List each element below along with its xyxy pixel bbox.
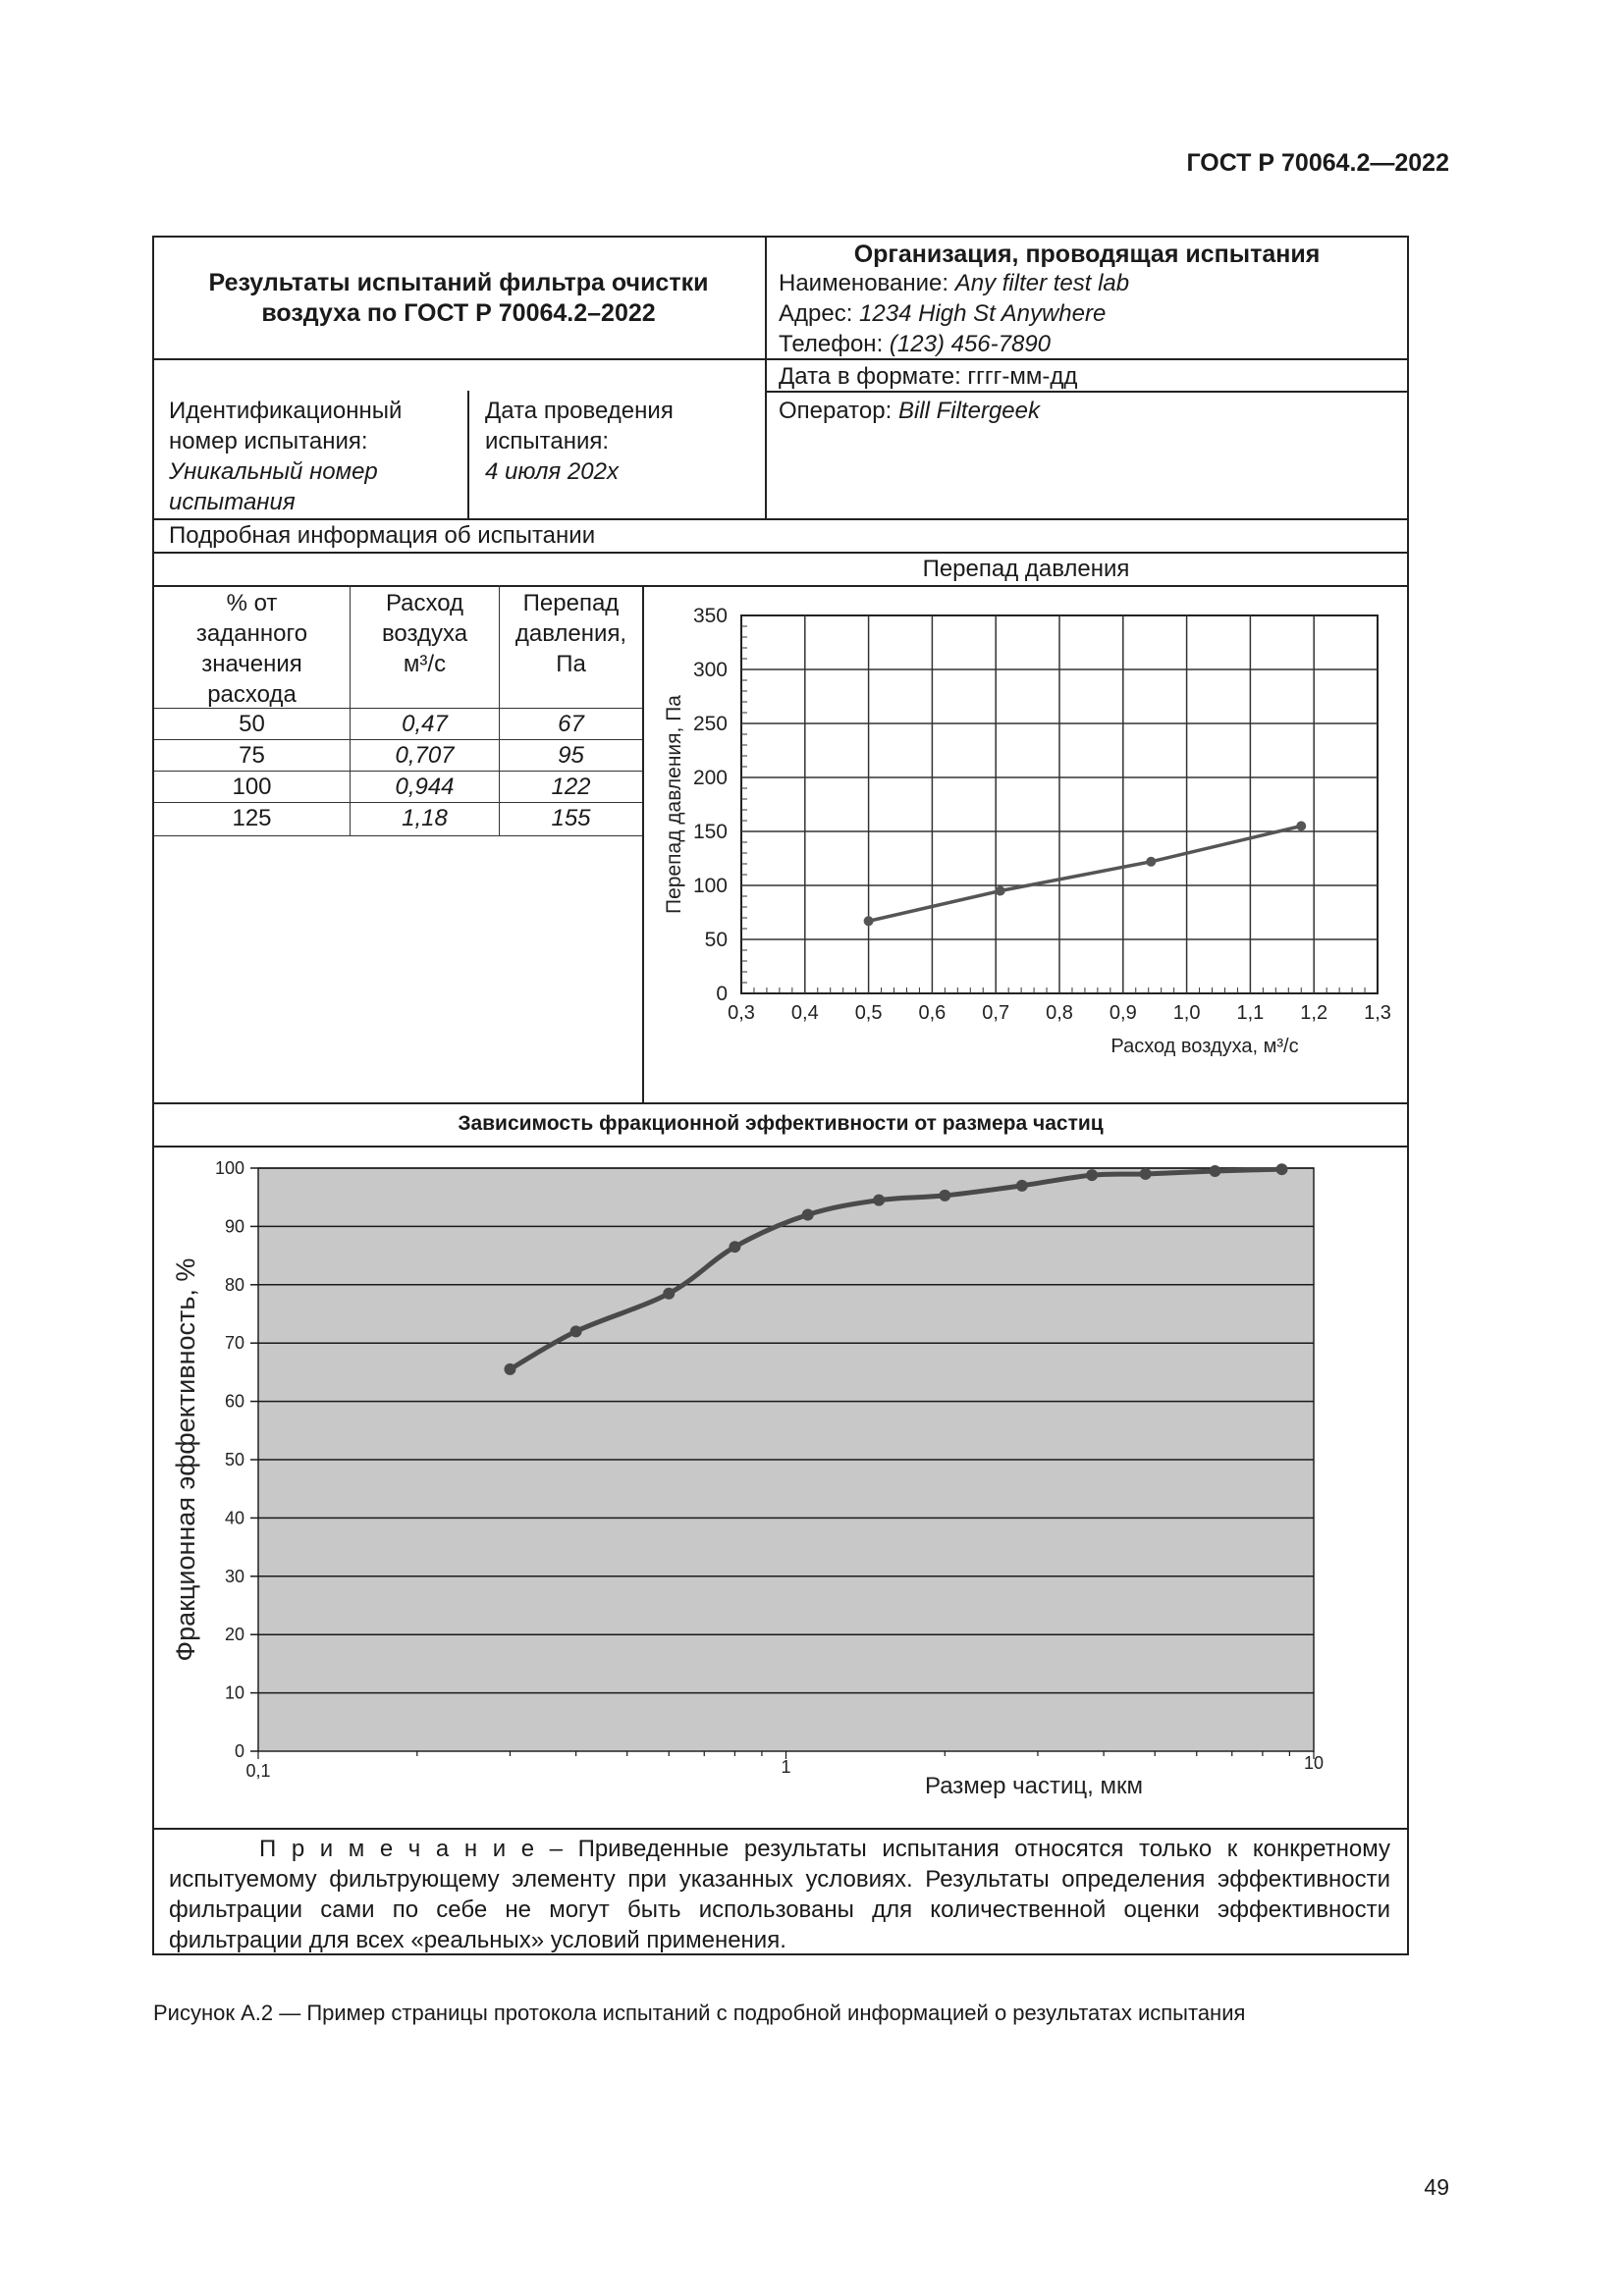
y-tick-label: 100 [214, 1158, 244, 1178]
x-tick-label: 1,0 [1172, 1002, 1201, 1024]
efficiency-point [1016, 1180, 1028, 1192]
page-number: 49 [1424, 2174, 1449, 2200]
org-name: Наименование: Any filter test lab [779, 270, 1130, 296]
org-phone: Телефон: (123) 456-7890 [779, 331, 1052, 357]
y-tick-label: 150 [692, 821, 728, 843]
efficiency-point [1140, 1168, 1152, 1180]
report-note: П р и м е ч а н и е – Приведенные результаты испытания относятся только к конкретному испытуемому фильтрующему элементу при указанных условиях. Результаты определения эффективности фильтрации сами по себе не могут быть использованы для количественной оценки эффективности фильтрации для всех «реальных» условий применения. [169, 1836, 1390, 1953]
y-tick-label: 250 [692, 713, 728, 735]
test-id-label-1: Идентификационный [169, 398, 403, 424]
x-tick-label: 0,1 [245, 1761, 271, 1781]
efficiency-point [873, 1195, 885, 1206]
y-tick-label: 50 [224, 1450, 244, 1469]
efficiency-point [1209, 1165, 1220, 1177]
table-cell: 155 [551, 805, 591, 831]
table-header-flow: Расход воздуха м³/с [381, 590, 468, 677]
efficiency-point [1275, 1163, 1287, 1175]
pressure-heading: Перепад давления [922, 556, 1130, 582]
efficiency-point [729, 1241, 740, 1253]
y-axis-label: Перепад давления, Па [663, 695, 685, 914]
x-tick-label: 1 [781, 1757, 791, 1777]
date-format: Дата в формате: гггг-мм-дд [779, 363, 1078, 390]
efficiency-point [802, 1209, 814, 1221]
y-tick-label: 0 [716, 983, 728, 1005]
y-tick-label: 50 [704, 929, 728, 951]
y-tick-label: 350 [692, 605, 728, 627]
efficiency-point [939, 1190, 950, 1201]
table-cell: 125 [232, 805, 272, 831]
table-header-percent: % от заданного значения расхода [195, 590, 308, 708]
y-axis-label: Фракционная эффективность, % [171, 1257, 200, 1662]
table-cell: 122 [551, 774, 591, 800]
x-tick-label: 1,3 [1364, 1002, 1391, 1024]
test-id-label-2: номер испытания: [169, 428, 368, 454]
y-tick-label: 70 [224, 1333, 244, 1354]
table-cell: 50 [239, 711, 265, 737]
org-address: Адрес: 1234 High St Anywhere [779, 300, 1107, 327]
x-tick-label: 0,8 [1046, 1002, 1073, 1024]
report-title-line2: воздуха по ГОСТ Р 70064.2–2022 [261, 299, 656, 327]
test-date-value: 4 июля 202x [485, 458, 619, 485]
report-title-line1: Результаты испытаний фильтра очистки [208, 269, 709, 296]
table-cell: 0,707 [395, 742, 455, 769]
table-cell: 75 [239, 742, 265, 769]
y-tick-label: 100 [692, 875, 728, 897]
efficiency-point [1086, 1169, 1098, 1181]
y-tick-label: 300 [692, 659, 728, 681]
table-cell: 0,944 [395, 774, 455, 800]
test-date-label-2: испытания: [485, 428, 610, 454]
table-header-pressure: Перепад давления, Па [514, 590, 627, 677]
standard-header: ГОСТ Р 70064.2—2022 [1186, 149, 1449, 177]
figure-caption: Рисунок А.2 — Пример страницы протокола испытаний с подробной информацией о результатах испытания [153, 2001, 1246, 2025]
y-tick-label: 60 [224, 1391, 244, 1412]
x-tick-label: 0,4 [790, 1002, 819, 1024]
y-tick-label: 30 [224, 1566, 244, 1586]
table-cell: 67 [558, 711, 584, 737]
y-tick-label: 40 [224, 1508, 244, 1528]
operator: Оператор: Bill Filtergeek [779, 398, 1040, 424]
y-tick-label: 200 [692, 767, 728, 789]
table-cell: 0,47 [402, 711, 448, 737]
details-heading: Подробная информация об испытании [169, 522, 596, 549]
x-tick-label: 0,5 [854, 1002, 883, 1024]
table-cell: 95 [558, 742, 584, 769]
y-tick-label: 80 [224, 1274, 244, 1295]
y-tick-label: 20 [224, 1625, 244, 1645]
x-tick-label: 0,7 [982, 1002, 1010, 1024]
table-cell: 100 [232, 774, 272, 800]
efficiency-point [663, 1288, 675, 1300]
test-id-value-1: Уникальный номер [169, 458, 378, 485]
x-tick-label: 0,6 [918, 1002, 947, 1024]
table-cell: 1,18 [402, 805, 448, 831]
org-heading: Организация, проводящая испытания [853, 240, 1321, 268]
y-tick-label: 90 [224, 1216, 244, 1237]
x-axis-label: Размер частиц, мкм [925, 1773, 1143, 1799]
y-tick-label: 10 [224, 1682, 244, 1703]
test-date-label-1: Дата проведения [485, 398, 674, 424]
x-tick-label: 0,9 [1109, 1002, 1137, 1024]
x-axis-label: Расход воздуха, м³/с [1110, 1036, 1299, 1057]
efficiency-point [504, 1363, 515, 1375]
y-tick-label: 0 [234, 1741, 244, 1761]
efficiency-point [570, 1325, 582, 1337]
x-tick-label: 10 [1303, 1753, 1325, 1773]
test-id-value-2: испытания [169, 489, 296, 515]
efficiency-heading: Зависимость фракционной эффективности от размера частиц [458, 1112, 1104, 1135]
x-tick-label: 1,2 [1300, 1002, 1328, 1024]
x-tick-label: 0,3 [728, 1002, 755, 1024]
x-tick-label: 1,1 [1236, 1002, 1265, 1024]
